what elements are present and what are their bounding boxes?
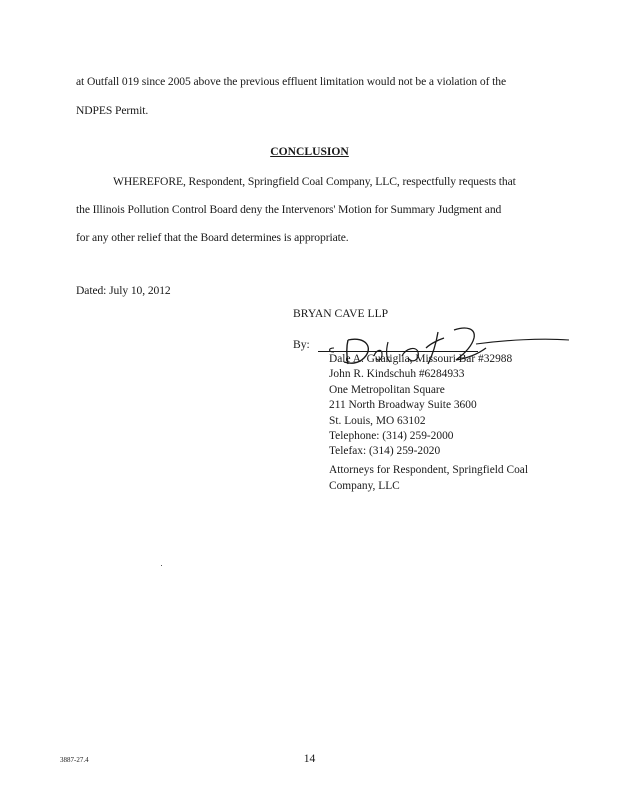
law-firm-name: BRYAN CAVE LLP bbox=[293, 307, 389, 320]
heading-text: CONCLUSION bbox=[270, 145, 349, 158]
paragraph-line: the Illinois Pollution Control Board deny the Intervenors' Motion for Summary Judgment and bbox=[76, 203, 502, 216]
paragraph-line: WHEREFORE, Respondent, Springfield Coal Company, LLC, respectfully requests that bbox=[113, 175, 516, 188]
paragraph-line: at Outfall 019 since 2005 above the previous effluent limitation would not be a violation of the bbox=[76, 75, 507, 88]
by-label: By: bbox=[293, 338, 310, 351]
attorneys-for-line: Company, LLC bbox=[329, 479, 400, 492]
attorneys-for-line: Attorneys for Respondent, Springfield Coal bbox=[329, 464, 528, 476]
address-line: 211 North Broadway Suite 3600 bbox=[329, 399, 477, 412]
dated-line: Dated: July 10, 2012 bbox=[76, 284, 171, 297]
stray-mark bbox=[161, 565, 162, 566]
paragraph-line: NDPES Permit. bbox=[76, 104, 149, 117]
address-line: One Metropolitan Square bbox=[329, 383, 445, 396]
telephone-line: Telephone: (314) 259-2000 bbox=[329, 429, 454, 442]
attorney-name: Dale A. Guariglia, Missouri Bar #32988 bbox=[329, 353, 513, 365]
page-number: 14 bbox=[303, 752, 316, 765]
attorney-contact-block bbox=[329, 352, 512, 460]
paragraph-line: for any other relief that the Board determines is appropriate. bbox=[76, 231, 349, 244]
section-heading bbox=[0, 145, 619, 158]
telefax-line: Telefax: (314) 259-2020 bbox=[329, 445, 441, 458]
document-id: 3887-27.4 bbox=[60, 756, 89, 764]
attorneys-for-block bbox=[329, 463, 528, 494]
address-line: St. Louis, MO 63102 bbox=[329, 414, 426, 427]
attorney-name: John R. Kindschuh #6284933 bbox=[329, 368, 465, 381]
